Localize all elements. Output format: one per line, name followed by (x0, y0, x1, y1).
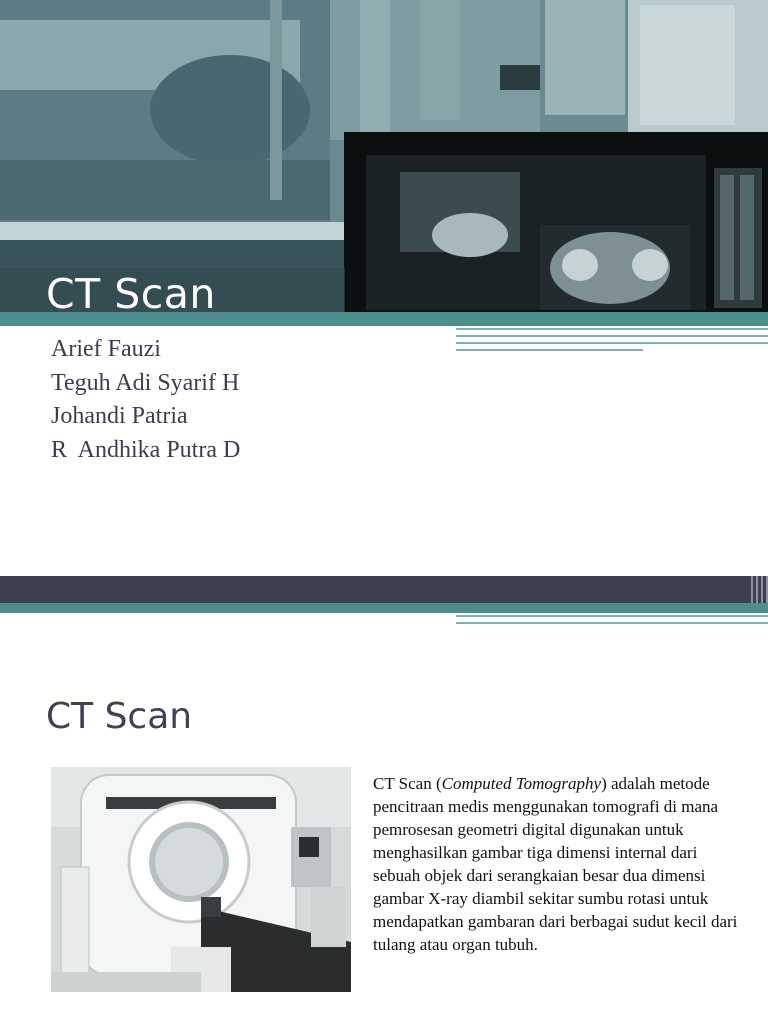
hero-photo-ct-monitor (0, 0, 768, 312)
decorative-lines (456, 326, 768, 356)
slide-title: CT Scan (46, 270, 216, 312)
content-slide (0, 576, 768, 1024)
author-name: Teguh Adi Syarif H (51, 369, 240, 396)
author-list (51, 333, 240, 467)
dark-header-band (0, 576, 748, 603)
slide-title: CT Scan (46, 696, 193, 737)
author-name: Johandi Patria (51, 403, 188, 429)
hero-photo (0, 0, 768, 312)
dark-header-band-stripes (748, 576, 768, 603)
ct-scanner-image (51, 767, 351, 992)
decorative-lines (456, 613, 768, 629)
author-name: R Andhika Putra D (51, 436, 241, 463)
ct-scanner-photo (51, 767, 351, 992)
ct-scan-description (373, 772, 743, 956)
description-prefix: CT Scan ( (373, 774, 442, 793)
author-name: Arief Fauzi (51, 336, 161, 362)
teal-band (0, 312, 768, 326)
teal-band (0, 603, 768, 613)
description-body: ) adalah metode pencitraan medis menggunakan tomografi di mana pemrosesan geometri digital digunakan untuk menghasilkan gambar tiga dimensi internal dari sebuah objek dari serangkaian besar dua dimensi gambar X-ray diambil sekitar sumbu rotasi untuk mendapatkan gambaran dari berbagai sudut kecil dari tulang atau organ tubuh. (373, 774, 738, 954)
description-italic-term: Computed Tomography (441, 774, 602, 793)
